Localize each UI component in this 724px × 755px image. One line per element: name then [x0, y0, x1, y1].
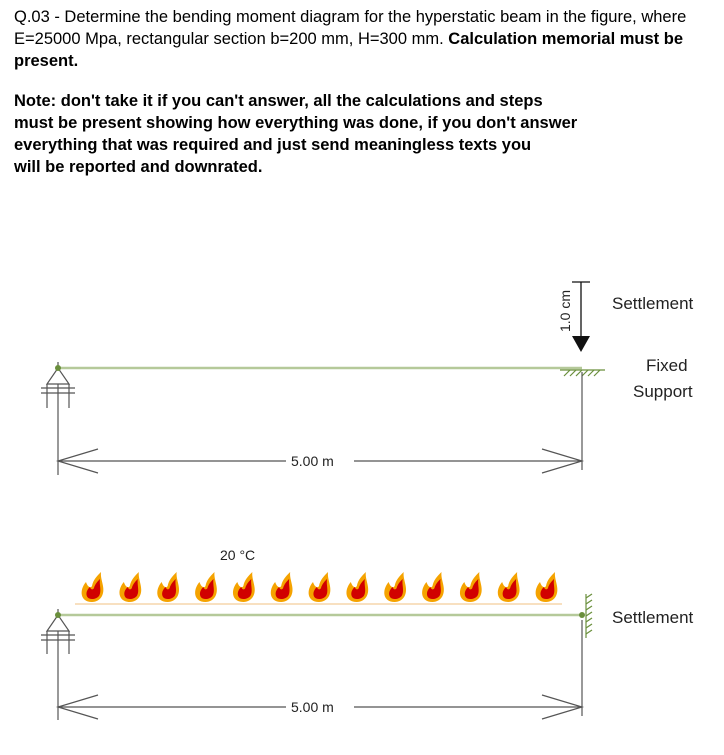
settlement-label-1: Settlement	[612, 294, 694, 313]
fixed-label: Fixed	[646, 356, 688, 375]
note-line-3: everything that was required and just send meaningless texts you	[14, 136, 532, 154]
settlement-value-1: 1.0 cm	[557, 289, 573, 332]
span-label-1: 5.00 m	[291, 453, 334, 469]
fixed-support-icon	[586, 594, 592, 638]
note-line-1: Note: don't take it if you can't answer, all the calculations and steps	[14, 92, 543, 110]
flame-icon	[384, 572, 406, 602]
flame-icon	[346, 572, 368, 602]
question-bold: Calculation memorial must be present.	[14, 30, 684, 70]
support-label: Support	[633, 382, 693, 401]
flame-icon	[82, 572, 104, 602]
flame-icon	[422, 572, 444, 602]
flame-icon	[157, 572, 179, 602]
settlement-arrow-icon	[572, 282, 590, 352]
flame-icon	[119, 572, 141, 602]
right-node-2	[579, 612, 585, 618]
note-line-4: will be reported and downrated.	[14, 158, 263, 176]
flame-icon	[498, 572, 520, 602]
flame-icon	[460, 572, 482, 602]
flame-icon	[233, 572, 255, 602]
settlement-label-2: Settlement	[612, 608, 694, 627]
flame-icon	[309, 572, 331, 602]
note-line-2: must be present showing how everything was done, if you don't answer	[14, 114, 578, 132]
left-node-2	[55, 612, 61, 618]
span-label-2: 5.00 m	[291, 699, 334, 715]
diagram-2	[41, 547, 694, 720]
flame-icon	[536, 572, 558, 602]
flame-icon	[195, 572, 217, 602]
question-body: Q.03 - Determine the bending moment diagram for the hyperstatic beam in the figure, where E=25000 Mpa, rectangular section b=200 mm, H=300 mm.	[14, 8, 687, 48]
left-node-1	[55, 365, 61, 371]
flame-icon	[271, 572, 293, 602]
diagram-1	[41, 282, 694, 475]
flame-row	[82, 572, 558, 602]
temperature-label: 20 °C	[220, 547, 256, 563]
